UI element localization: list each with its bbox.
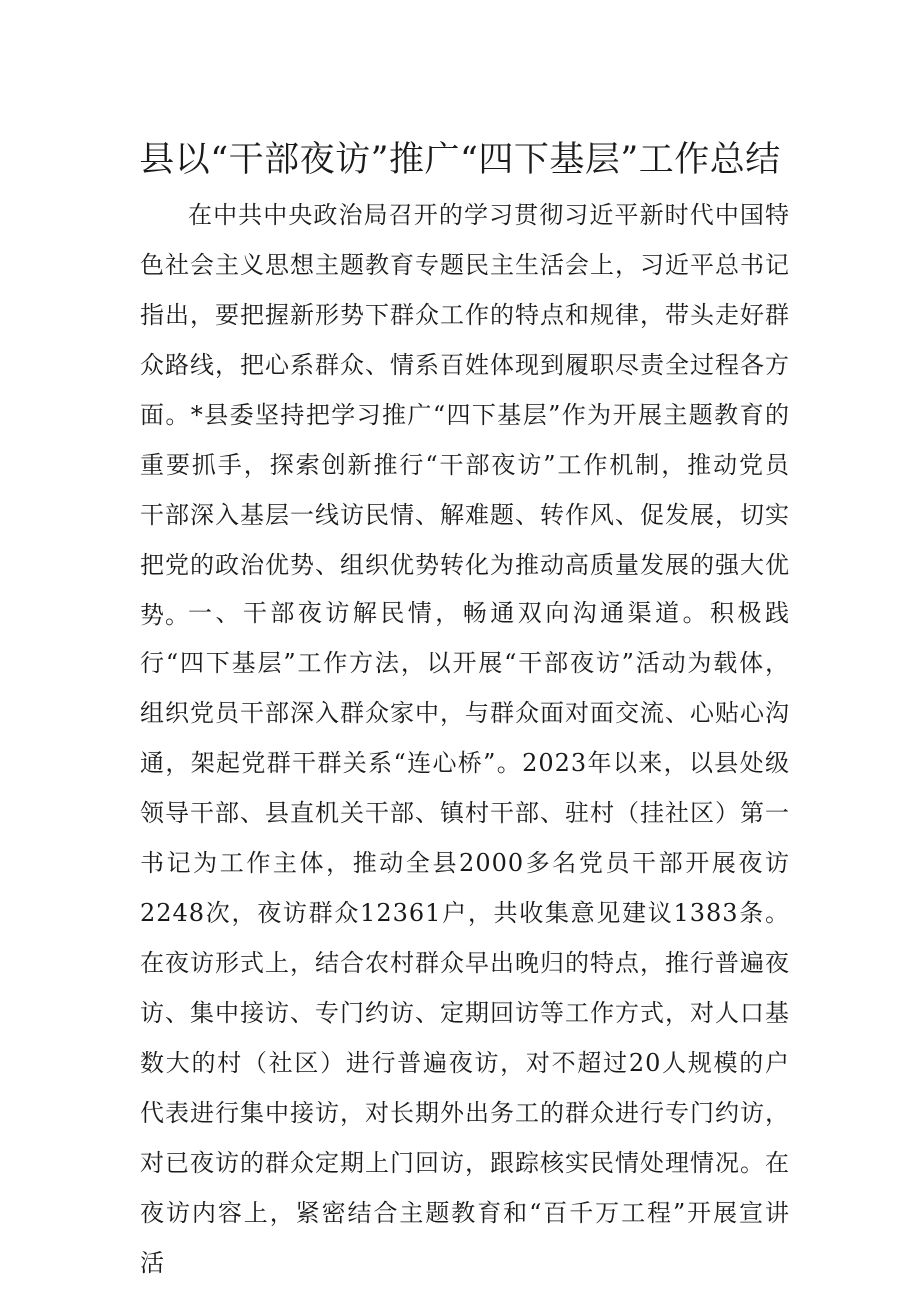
paragraph-section-1: 一、干部夜访解民情，畅通双向沟通渠道。积极践行“四下基层”工作方法，以开展“干部夜访”活动为载体，组织党员干部深入群众家中，与群众面对面交流、心贴心沟通，架起党群干群关系“连心桥”。2023年以来，以县处级领导干部、县直机关干部、镇村干部、驻村（挂社区）第一书记为工作主体，推动全县2000多名党员干部开展夜访2248次，夜访群众12361户，共收集意见建议1383条。在夜访形式上，结合农村群众早出晚归的特点，推行普遍夜访、集中接访、专门约访、定期回访等工作方式，对人口基数大的村（社区）进行普遍夜访，对不超过20人规模的户代表进行集中接访，对长期外出务工的群众进行专门约访，对已夜访的群众定期上门回访，跟踪核实民情处理情况。在夜访内容上，紧密结合主题教育和“百千万工程”开展宣讲活 bbox=[140, 599, 790, 1277]
paragraph-intro: 在中共中央政治局召开的学习贯彻习近平新时代中国特色社会主义思想主题教育专题民主生活会上，习近平总书记指出，要把握新形势下群众工作的特点和规律，带头走好群众路线，把心系群众、情系百姓体现到履职尽责全过程各方面。*县委坚持把学习推广“四下基层”作为开展主题教育的重要抓手，探索创新推行“干部夜访”工作机制，推动党员干部深入基层一线访民情、解难题、转作风、促发展，切实把党的政治优势、组织优势转化为推动高质量发展的强大优势。 bbox=[140, 201, 790, 629]
document-title: 县以“干部夜访”推广“四下基层”工作总结 bbox=[139, 140, 781, 180]
